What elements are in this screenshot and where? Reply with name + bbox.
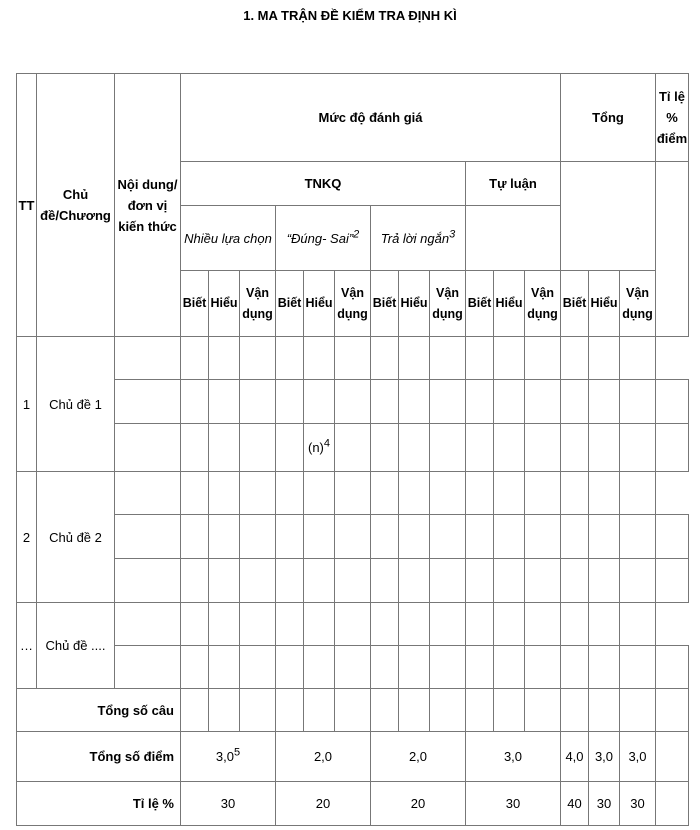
empty-cell [209,424,240,472]
empty-cell [304,515,335,559]
empty-cell [525,689,561,732]
level-hieu: Hiểu [399,271,430,337]
empty-cell [561,603,589,646]
empty-cell [494,337,525,380]
empty-cell [371,424,399,472]
empty-cell [240,646,276,689]
empty-cell [399,646,430,689]
empty-cell [399,337,430,380]
header-tu-luan-blank [466,206,561,271]
pct-tong-van-dung: 30 [620,782,656,826]
empty-cell [304,380,335,424]
header-tong: Tổng [561,74,656,162]
level-biet: Biết [181,271,209,337]
empty-cell [620,689,656,732]
empty-cell [525,424,561,472]
header-chu-de: Chủ đề/Chương [37,74,115,337]
empty-cell [620,424,656,472]
empty-cell [209,380,240,424]
pct-tra-loi-ngan: 20 [371,782,466,826]
empty-cell [525,337,561,380]
level-hieu: Hiểu [589,271,620,337]
row-tt-2: 2 [17,472,37,603]
empty-cell [589,559,620,603]
header-tra-loi-ngan: Trả lời ngắn$^3$ [371,206,466,271]
level-van-dung: Vận dụng [430,271,466,337]
empty-cell [276,603,304,646]
level-biet: Biết [466,271,494,337]
empty-cell [494,424,525,472]
empty-cell [209,603,240,646]
row-topic-2: Chủ đề 2 [37,472,115,603]
header-tnkq: TNKQ [181,162,466,206]
empty-cell [399,689,430,732]
empty-cell [466,472,494,515]
diem-nhieu-lua-chon: $3,0^5$ [181,732,276,782]
pct-tong-biet: 40 [561,782,589,826]
empty-cell [494,646,525,689]
empty-cell [115,380,181,424]
level-van-dung: Vận dụng [335,271,371,337]
empty-cell [240,424,276,472]
empty-cell [589,380,620,424]
level-hieu: Hiểu [304,271,335,337]
empty-cell [371,603,399,646]
empty-cell [335,559,371,603]
empty-cell [589,646,620,689]
empty-cell [240,689,276,732]
empty-cell [656,732,689,782]
empty-cell [561,380,589,424]
empty-cell [494,472,525,515]
empty-cell [525,646,561,689]
header-ti-le: Tỉ lệ % điểm [656,74,689,162]
empty-cell [304,689,335,732]
empty-cell [620,515,656,559]
empty-cell [399,515,430,559]
empty-cell [371,515,399,559]
empty-cell [466,424,494,472]
empty-cell [430,337,466,380]
empty-cell [181,559,209,603]
empty-cell [209,646,240,689]
assessment-matrix-table [16,73,689,826]
empty-cell [276,472,304,515]
empty-cell [525,559,561,603]
header-noi-dung: Nội dung/ đơn vị kiến thức [115,74,181,337]
empty-cell [371,380,399,424]
row-tt-more: … [17,603,37,689]
empty-cell [240,380,276,424]
empty-cell [430,646,466,689]
empty-cell [115,337,181,380]
empty-cell [656,782,689,826]
level-van-dung: Vận dụng [620,271,656,337]
empty-cell [276,380,304,424]
empty-cell [466,380,494,424]
footer-tong-so-cau: Tổng số câu [17,689,181,732]
pct-tu-luan: 30 [466,782,561,826]
empty-cell [494,380,525,424]
diem-tong-hieu: 3,0 [589,732,620,782]
header-nhieu-lua-chon: Nhiều lựa chọn [181,206,276,271]
header-ti-le-blank [656,162,689,337]
empty-cell [525,472,561,515]
pct-nhieu-lua-chon: 30 [181,782,276,826]
empty-cell [656,646,689,689]
empty-cell [115,472,181,515]
empty-cell [181,380,209,424]
level-biet: Biết [371,271,399,337]
empty-cell [181,337,209,380]
empty-cell [276,424,304,472]
page-title: 1. MA TRẬN ĐỀ KIỂM TRA ĐỊNH KÌ [243,8,457,23]
empty-cell [430,472,466,515]
empty-cell [209,337,240,380]
empty-cell [589,689,620,732]
diem-tu-luan: 3,0 [466,732,561,782]
empty-cell [335,472,371,515]
empty-cell [399,380,430,424]
empty-cell [335,603,371,646]
empty-cell [466,559,494,603]
empty-cell [466,689,494,732]
empty-cell [240,337,276,380]
empty-cell [115,424,181,472]
row-topic-more: Chủ đề .... [37,603,115,689]
empty-cell [276,689,304,732]
empty-cell [304,646,335,689]
pct-dung-sai: 20 [276,782,371,826]
empty-cell [561,689,589,732]
empty-cell [115,646,181,689]
empty-cell [276,559,304,603]
empty-cell [561,646,589,689]
empty-cell [209,689,240,732]
empty-cell [589,603,620,646]
empty-cell [115,515,181,559]
empty-cell [335,380,371,424]
diem-dung-sai: 2,0 [276,732,371,782]
level-hieu: Hiểu [209,271,240,337]
empty-cell [525,380,561,424]
empty-cell [209,559,240,603]
empty-cell [656,424,689,472]
empty-cell [466,337,494,380]
empty-cell [620,559,656,603]
empty-cell [371,646,399,689]
empty-cell [561,424,589,472]
empty-cell [620,472,656,515]
diem-tong-van-dung: 3,0 [620,732,656,782]
empty-cell [335,689,371,732]
diem-tong-biet: 4,0 [561,732,589,782]
empty-cell [181,472,209,515]
empty-cell [240,603,276,646]
empty-cell [466,646,494,689]
empty-cell [276,646,304,689]
empty-cell [589,515,620,559]
header-tong-blank [561,162,656,271]
empty-cell [335,515,371,559]
empty-cell [181,603,209,646]
empty-cell [335,646,371,689]
empty-cell [335,337,371,380]
empty-cell [561,515,589,559]
empty-cell [494,515,525,559]
level-van-dung: Vận dụng [240,271,276,337]
empty-cell [656,559,689,603]
n-marker: $(n)^4$ [304,424,335,472]
empty-cell [371,472,399,515]
diem-tra-loi-ngan: 2,0 [371,732,466,782]
empty-cell [371,559,399,603]
empty-cell [589,472,620,515]
empty-cell [181,646,209,689]
level-hieu: Hiểu [494,271,525,337]
level-biet: Biết [276,271,304,337]
empty-cell [525,515,561,559]
empty-cell [276,515,304,559]
empty-cell [430,559,466,603]
empty-cell [656,689,689,732]
header-muc-do-danh-gia: Mức độ đánh giá [181,74,561,162]
header-tu-luan: Tự luận [466,162,561,206]
empty-cell [399,472,430,515]
empty-cell [430,689,466,732]
footer-ti-le: Tỉ lệ % [17,782,181,826]
empty-cell [589,337,620,380]
empty-cell [589,424,620,472]
empty-cell [304,603,335,646]
empty-cell [494,603,525,646]
empty-cell [399,559,430,603]
empty-cell [399,603,430,646]
empty-cell [276,337,304,380]
empty-cell [430,515,466,559]
empty-cell [620,646,656,689]
empty-cell [430,424,466,472]
empty-cell [494,559,525,603]
empty-cell [240,559,276,603]
empty-cell [430,603,466,646]
empty-cell [656,380,689,424]
empty-cell [304,559,335,603]
level-van-dung: Vận dụng [525,271,561,337]
empty-cell [240,515,276,559]
empty-cell [561,559,589,603]
empty-cell [466,603,494,646]
empty-cell [181,689,209,732]
empty-cell [620,380,656,424]
empty-cell [430,380,466,424]
empty-cell [371,689,399,732]
empty-cell [561,472,589,515]
empty-cell [371,337,399,380]
empty-cell [209,472,240,515]
level-biet: Biết [561,271,589,337]
empty-cell [240,472,276,515]
empty-cell [656,515,689,559]
row-topic-1: Chủ đề 1 [37,337,115,472]
pct-tong-hieu: 30 [589,782,620,826]
empty-cell [561,337,589,380]
empty-cell [466,515,494,559]
empty-cell [304,472,335,515]
empty-cell [181,515,209,559]
empty-cell [525,603,561,646]
empty-cell [209,515,240,559]
empty-cell [304,337,335,380]
footer-tong-so-diem: Tổng số điểm [17,732,181,782]
empty-cell [115,603,181,646]
empty-cell [181,424,209,472]
empty-cell [620,337,656,380]
empty-cell [494,689,525,732]
empty-cell [335,424,371,472]
header-tt: TT [17,74,37,337]
row-tt-1: 1 [17,337,37,472]
header-dung-sai: “Đúng- Sai”$^2$ [276,206,371,271]
empty-cell [115,559,181,603]
empty-cell [620,603,656,646]
empty-cell [399,424,430,472]
